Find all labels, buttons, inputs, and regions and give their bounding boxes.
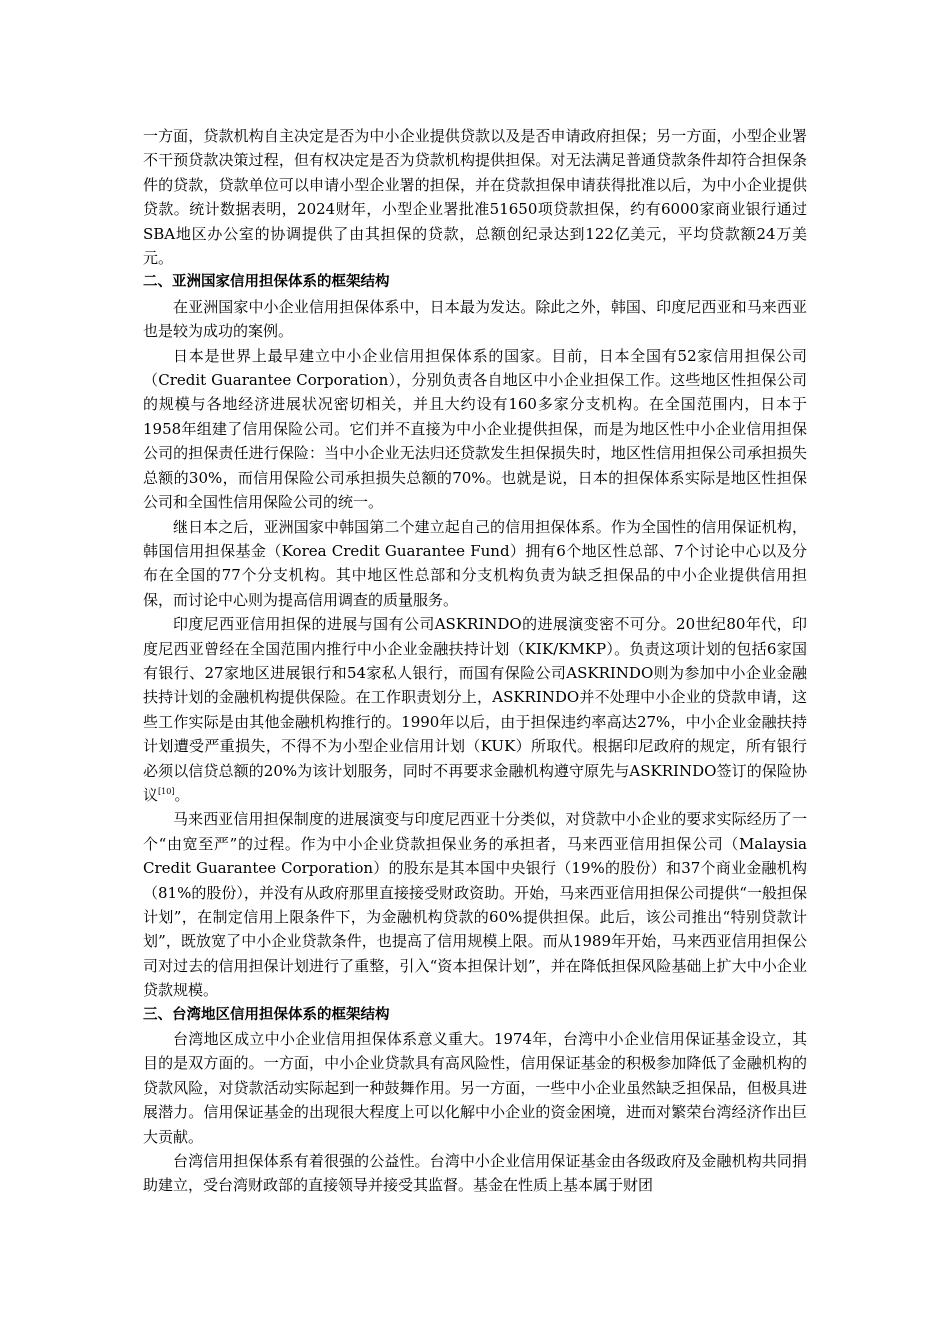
paragraph-sba-guarantee: 一方面，贷款机构自主决定是否为中小企业提供贷款以及是否申请政府担保；另一方面，小型企业署不干预贷款决策过程，但有权决定是否为贷款机构提供担保。对无法满足普通贷款条件却符合担保条件的贷款，贷款单位可以申请小型企业署的担保，并在贷款担保申请获得批准以后，为中小企业提供贷款。统计数据表明，2024财年，小型企业署批准51650项贷款担保，约有6000家商业银行通过SBA地区办公室的协调提供了由其担保的贷款，总额创纪录达到122亿美元，平均贷款额24万美元。 [143, 127, 807, 268]
paragraph-indonesia [143, 612, 807, 807]
paragraph-indonesia-end: 。 [174, 785, 190, 804]
citation-reference: [10] [158, 786, 175, 796]
paragraph-taiwan-intro: 台湾地区成立中小企业信用担保体系意义重大。1974年，台湾中小企业信用保证基金设立，其目的是双方面的。一方面，中小企业贷款具有高风险性，信用保证基金的积极参加降低了金融机构的贷款风险，对贷款活动实际起到一种鼓舞作用。另一方面，一些中小企业虽然缺乏担保品，但极具进展潜力。信用保证基金的出现很大程度上可以化解中小企业的资金困境，进而对繁荣台湾经济作出巨大贡献。 [143, 1030, 807, 1146]
paragraph-japan: 日本是世界上最早建立中小企业信用担保体系的国家。目前，日本全国有52家信用担保公司（Credit Guarantee Corporation），分别负责各自地区中小企业担保工作。这些地区性担保公司的规模与各地经济进展状况密切相关，并且大约设有160多家分支机构。在全国范围内，日本于1958年组建了信用保险公司。它们并不直接为中小企业提供担保，而是为地区性中小企业信用担保公司的担保责任进行保险：当中小企业无法归还贷款发生担保损失时，地区性信用担保公司承担损失总额的30%，而信用保险公司承担损失总额的70%。也就是说，日本的担保体系实际是地区性担保公司和全国性信用保险公司的统一。 [143, 346, 807, 512]
paragraph-taiwan-public: 台湾信用担保体系有着很强的公益性。台湾中小企业信用保证基金由各级政府及金融机构共同捐助建立，受台湾财政部的直接领导并接受其监督。基金在性质上基本属于财团 [143, 1152, 807, 1195]
paragraph-indonesia-text: 印度尼西亚信用担保的进展与国有公司ASKRINDO的进展演变密不可分。20世纪80年代，印度尼西亚曾经在全国范围内推行中小企业金融扶持计划（KIK/KMKP）。负责这项计划的包括6家国有银行、27家地区进展银行和54家私人银行，而国有保险公司ASKRINDO则为参加中小企业金融扶持计划的金融机构提供保险。在工作职责划分上，ASKRINDO并不处理中小企业的贷款申请，这些工作实际是由其他金融机构推行的。1990年以后，由于担保违约率高达27%，中小企业金融扶持计划遭受严重损失，不得不为小型企业信用计划（KUK）所取代。根据印尼政府的规定，所有银行必须以信贷总额的20%为该计划服务，同时不再要求金融机构遵守原先与ASKRINDO签订的保险协议 [143, 615, 807, 804]
section-heading-taiwan: 三、台湾地区信用担保体系的框架结构 [143, 1006, 390, 1023]
document-page [143, 124, 807, 1198]
paragraph-korea: 继日本之后，亚洲国家中韩国第二个建立起自己的信用担保体系。作为全国性的信用保证机构，韩国信用担保基金（Korea Credit Guarantee Fund）拥有6个地区性总部、7个讨论中心以及分布在全国的77个分支机构。其中地区性总部和分支机构负责为缺乏担保品的中小企业提供信用担保，而讨论中心则为提高信用调查的质量服务。 [143, 517, 807, 609]
section-heading-asia: 二、亚洲国家信用担保体系的框架结构 [143, 274, 390, 291]
paragraph-malaysia: 马来西亚信用担保制度的进展演变与印度尼西亚十分类似，对贷款中小企业的要求实际经历了一个“由宽至严”的过程。作为中小企业贷款担保业务的承担者，马来西亚信用担保公司（Malaysia Credit Guarantee Corporation）的股东是其本国中央银行（19%的股份）和37个商业金融机构（81%的股份），并没有从政府那里直接接受财政资助。开始，马来西亚信用担保公司提供“一般担保计划”，在制定信用上限条件下，为金融机构贷款的60%提供担保。此后，该公司推出“特别贷款计划”，既放宽了中小企业贷款条件，也提高了信用规模上限。而从1989年开始，马来西亚信用担保公司对过去的信用担保计划进行了重整，引入“资本担保计划”，并在降低担保风险基础上扩大中小企业贷款规模。 [143, 810, 807, 1000]
paragraph-asia-intro: 在亚洲国家中小企业信用担保体系中，日本最为发达。除此之外，韩国、印度尼西亚和马来西亚也是较为成功的案例。 [143, 297, 807, 341]
